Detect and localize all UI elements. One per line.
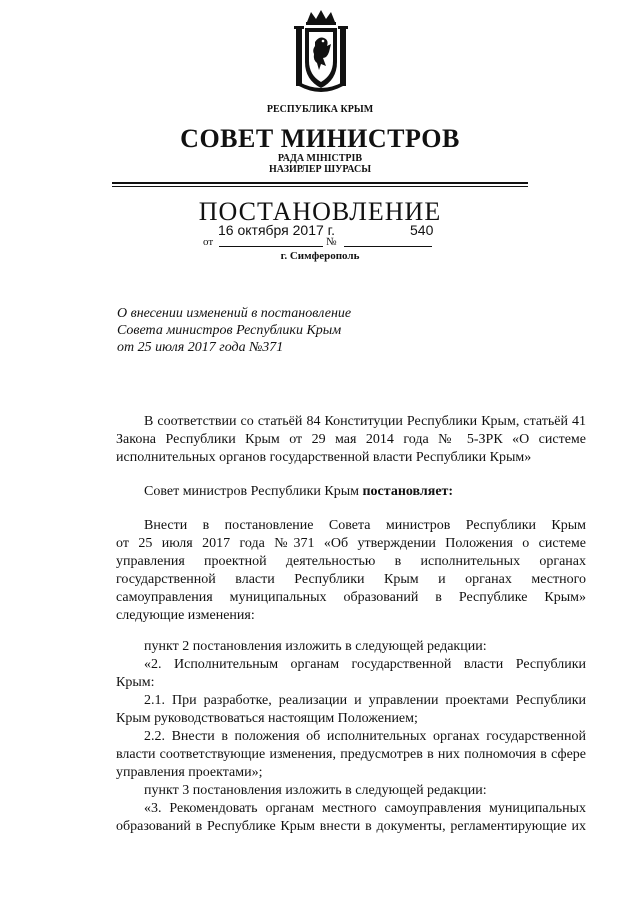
paragraph-line: исполнительных органов государственной власти Республики Крым» [116,450,532,465]
paragraph-line: от 25 июля 2017 года №371 «Об утверждении Положения о системе [116,536,586,551]
paragraph-line: «2. Исполнительным органам государственной власти Республики [144,657,586,672]
crimea-coat-of-arms-icon [293,8,349,92]
paragraph-line: власти соответствующие изменения, предусмотрев в них полномочия в сфере [116,747,586,762]
paragraph-line: Внести в постановление Совета министров Республики Крым [144,518,586,533]
paragraph-amendment [116,517,586,625]
subject-line: Совета министров Республики Крым [117,323,342,338]
paragraph-line: «3. Рекомендовать органам местного самоуправления муниципальных [144,801,586,816]
paragraph-line: управления проектной деятельностью в исполнительных органах [116,554,586,569]
handwritten-number: 540 [410,222,434,238]
paragraph-line: следующие изменения: [116,608,255,623]
document-subject [117,305,537,356]
paragraph-line: В соответствии со статьёй 84 Конституции Республики Крым, статьёй 41 [144,414,586,429]
paragraph-line: Крым: [116,675,155,690]
city-name: г. Симферополь [280,250,360,262]
paragraph-line: пункт 3 постановления изложить в следующей редакции: [144,783,487,798]
resolves-keyword: постановляет: [362,484,454,499]
header-divider-thin [112,186,528,187]
republic-name: РЕСПУБЛИКА КРЫМ [266,104,374,115]
council-title: СОВЕТ МИНИСТРОВ [180,124,460,153]
paragraph-line: 2.2. Внести в положения об исполнительных органах государственной [144,729,586,744]
header-divider [112,182,528,184]
paragraph-line: 2.1. При разработке, реализации и управлении проектами Республики [144,693,586,708]
paragraph-resolves [116,483,586,501]
handwritten-date: 16 октября 2017 г. [218,222,335,238]
date-line [219,246,323,247]
number-prefix: № [326,236,337,248]
paragraph-line: Закона Республики Крым от 29 мая 2014 года № 5-ЗРК «О системе [116,432,586,447]
paragraph-line: Крым руководствоваться настоящим Положением; [116,711,418,726]
paragraph-legal-basis [116,413,586,467]
resolves-text: Совет министров Республики Крым [144,484,363,499]
paragraph-changes [116,638,586,836]
paragraph-line [116,483,586,501]
council-title-crimean-tatar: НАЗИРЛЕР ШУРАСЫ [268,164,372,175]
date-prefix: от [203,236,214,248]
paragraph-line: образований в Республике Крым внести в документы, регламентирующие их [116,819,586,834]
paragraph-line: государственной власти Республики Крым и органах местного [116,572,586,587]
subject-line: от 25 июля 2017 года №371 [117,340,284,355]
number-line [344,246,432,247]
subject-line: О внесении изменений в постановление [117,306,352,321]
paragraph-line: пункт 2 постановления изложить в следующей редакции: [144,639,487,654]
document-type-title: ПОСТАНОВЛЕНИЕ [198,197,442,226]
council-title-ukrainian: РАДА МІНІСТРІВ [277,153,363,164]
paragraph-line: самоуправления муниципальных образований в Республике Крым» [116,590,586,605]
paragraph-line: управления проектами»; [116,765,263,780]
